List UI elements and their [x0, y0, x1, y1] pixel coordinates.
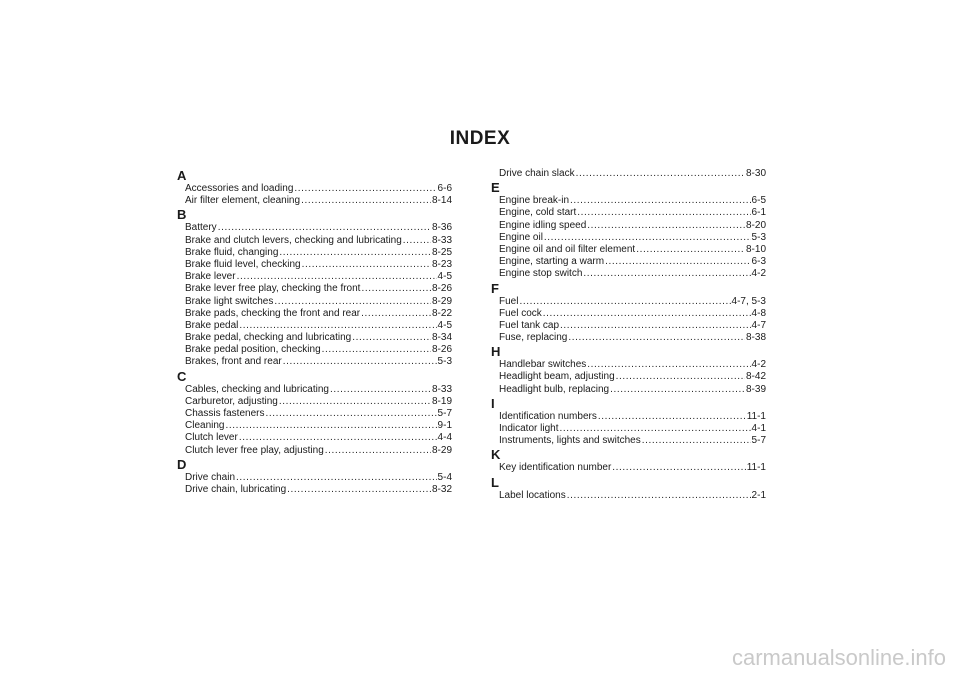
entry-text: Carburetor, adjusting [185, 395, 278, 407]
dot-leader [239, 432, 437, 444]
entry-text: Engine, cold start [499, 207, 577, 219]
entry-page: 5-3 [437, 356, 452, 368]
index-entry [491, 232, 766, 244]
section-letter: D [177, 456, 187, 472]
entry-text: Brake pedal [185, 319, 239, 331]
entry-page: 8-42 [745, 371, 766, 383]
section-letter: A [177, 168, 187, 183]
dot-leader [265, 408, 436, 420]
dot-leader [576, 168, 745, 180]
index-entry [491, 490, 766, 502]
entry-text: Battery [185, 222, 217, 234]
index-section [491, 447, 766, 474]
entry-page: 5-7 [437, 408, 452, 419]
entry-page: 8-19 [431, 395, 452, 407]
dot-leader [560, 320, 751, 332]
dot-leader [587, 359, 750, 371]
index-entry [177, 296, 452, 308]
entry-page: 8-29 [431, 444, 452, 456]
dot-leader [274, 296, 431, 308]
dot-leader [294, 183, 436, 195]
index-entry [491, 195, 766, 207]
entry-text: Brake pedal position, checking [185, 344, 321, 356]
entry-page: 8-23 [431, 258, 452, 270]
entry-text: Label locations [499, 489, 566, 501]
entry-text: Engine break-in [499, 195, 570, 207]
entry-text: Brake light switches [185, 295, 274, 307]
entry-text: Identification numbers [499, 410, 597, 422]
dot-leader [283, 356, 437, 368]
index-entry [491, 423, 766, 435]
index-section [491, 344, 766, 396]
section-letter: C [177, 368, 187, 384]
entry-page: 4-7, 5-3 [731, 295, 766, 307]
entry-page: 8-10 [745, 243, 766, 255]
dot-leader [636, 244, 745, 256]
index-entry [491, 220, 766, 232]
index-section [491, 281, 766, 345]
index-entry [491, 371, 766, 383]
entry-page: 8-36 [431, 222, 452, 234]
entry-text: Drive chain slack [499, 168, 575, 179]
dot-leader [287, 484, 431, 496]
index-column-left [177, 168, 452, 496]
entry-text: Brake and clutch levers, checking and lubricating [185, 234, 402, 246]
entry-page: 4-7 [751, 319, 766, 331]
dot-leader [361, 308, 431, 320]
dot-leader [237, 271, 437, 283]
section-letter: K [491, 447, 501, 463]
dot-leader [577, 207, 750, 219]
dot-leader [322, 344, 431, 356]
dot-leader [352, 332, 431, 344]
entry-text: Engine oil [499, 231, 543, 243]
entry-text: Brake pedal, checking and lubricating [185, 332, 352, 344]
index-entry [491, 308, 766, 320]
entry-text: Brake pads, checking the front and rear [185, 307, 361, 319]
dot-leader [519, 296, 730, 308]
index-entry [177, 472, 452, 484]
dot-leader [616, 371, 745, 383]
entry-page: 4-2 [751, 359, 766, 371]
entry-page: 6-1 [751, 207, 766, 219]
index-entry [177, 308, 452, 320]
dot-leader [325, 445, 431, 457]
entry-page: 8-38 [745, 332, 766, 344]
index-entry [491, 384, 766, 396]
index-entry [177, 356, 452, 368]
dot-leader [610, 384, 745, 396]
index-entry [491, 207, 766, 219]
dot-leader [403, 235, 431, 247]
entry-page: 4-8 [751, 307, 766, 319]
entry-text: Engine idling speed [499, 219, 587, 231]
dot-leader [279, 396, 431, 408]
dot-leader [612, 462, 745, 474]
entry-page: 11-1 [746, 410, 766, 422]
entry-page: 8-26 [431, 283, 452, 295]
index-entry [177, 445, 452, 457]
entry-page: 4-2 [751, 268, 766, 280]
index-entry [177, 432, 452, 444]
entry-text: Engine stop switch [499, 268, 583, 280]
dot-leader [567, 490, 751, 502]
entry-text: Indicator light [499, 423, 559, 434]
entry-text: Cables, checking and lubricating [185, 383, 329, 395]
section-letter: B [177, 207, 187, 223]
entry-text: Brakes, front and rear [185, 356, 282, 368]
section-letter: H [491, 344, 501, 360]
entry-page: 5-3 [751, 231, 766, 243]
index-entry [491, 320, 766, 332]
index-entry [177, 247, 452, 259]
index-entry [177, 283, 452, 295]
entry-page: 8-20 [745, 219, 766, 231]
dot-leader [361, 283, 431, 295]
index-entry [177, 484, 452, 496]
section-letter: E [491, 180, 500, 196]
entry-page: 5-7 [751, 435, 766, 447]
entry-text: Engine oil and oil filter element [499, 243, 636, 255]
entry-page: 4-5 [437, 271, 452, 283]
entry-page: 8-34 [431, 332, 452, 344]
dot-leader [544, 232, 751, 244]
entry-text: Fuse, replacing [499, 332, 568, 344]
watermark: carmanualsonline.info [731, 645, 946, 670]
index-entry [177, 222, 452, 234]
entry-page: 5-4 [437, 471, 452, 483]
entry-page: 11-1 [746, 462, 766, 474]
index-column-right [491, 168, 766, 502]
entry-text: Fuel tank cap [499, 319, 560, 331]
index-entry [491, 411, 766, 423]
entry-text: Cleaning [185, 420, 225, 432]
entry-page: 6-3 [751, 256, 766, 268]
entry-text: Drive chain [185, 471, 236, 483]
entry-text: Key identification number [499, 462, 612, 474]
entry-text: Instruments, lights and switches [499, 435, 641, 447]
dot-leader [583, 268, 750, 280]
index-entry [177, 195, 452, 207]
index-entry [491, 168, 766, 180]
dot-leader [598, 411, 746, 423]
dot-leader [239, 320, 436, 332]
index-entry [177, 235, 452, 247]
entry-text: Handlebar switches [499, 359, 587, 371]
entry-page: 8-29 [431, 295, 452, 307]
index-section [177, 369, 452, 457]
entry-page: 2-1 [751, 489, 766, 501]
dot-leader [301, 195, 431, 207]
index-section [491, 475, 766, 502]
dot-leader [543, 308, 751, 320]
index-entry [177, 408, 452, 420]
entry-text: Brake lever free play, checking the front [185, 283, 361, 295]
entry-page: 8-30 [745, 168, 766, 179]
index-entry [491, 244, 766, 256]
index-entry [177, 332, 452, 344]
entry-page: 6-5 [751, 195, 766, 207]
dot-leader [279, 247, 431, 259]
index-entry [177, 271, 452, 283]
entry-page: 8-32 [431, 483, 452, 495]
entry-text: Clutch lever free play, adjusting [185, 444, 324, 456]
index-section [177, 168, 452, 207]
index-entry [177, 420, 452, 432]
section-letter: I [491, 395, 495, 411]
index-section [491, 396, 766, 448]
entry-text: Brake fluid level, checking [185, 258, 301, 270]
index-section [491, 168, 766, 180]
dot-leader [568, 332, 745, 344]
entry-page: 8-33 [431, 234, 452, 246]
index-entry [491, 296, 766, 308]
entry-text: Engine, starting a warm [499, 256, 605, 268]
entry-page: 8-26 [431, 344, 452, 356]
entry-page: 6-6 [437, 183, 452, 194]
index-section [177, 207, 452, 368]
entry-text: Fuel cock [499, 307, 542, 319]
entry-page: 4-5 [437, 319, 452, 331]
index-entry [491, 435, 766, 447]
index-entry [177, 344, 452, 356]
entry-page: 4-4 [437, 432, 452, 444]
entry-page: 8-33 [431, 383, 452, 395]
index-entry [491, 268, 766, 280]
entry-text: Chassis fasteners [185, 408, 265, 419]
section-letter: L [491, 474, 499, 490]
index-entry [177, 320, 452, 332]
page-title: INDEX [449, 128, 511, 149]
entry-page: 8-22 [431, 307, 452, 319]
index-entry [177, 384, 452, 396]
dot-leader [587, 220, 745, 232]
entry-text: Headlight bulb, replacing [499, 383, 610, 395]
dot-leader [330, 384, 431, 396]
index-entry [491, 332, 766, 344]
dot-leader [605, 256, 750, 268]
dot-leader [236, 472, 437, 484]
entry-text: Fuel [499, 295, 519, 307]
entry-text: Clutch lever [185, 432, 238, 444]
entry-page: 9-1 [437, 420, 452, 432]
entry-page: 8-39 [745, 383, 766, 395]
dot-leader [642, 435, 751, 447]
dot-leader [218, 222, 431, 234]
index-entry [491, 462, 766, 474]
dot-leader [570, 195, 751, 207]
dot-leader [559, 423, 750, 435]
entry-text: Headlight beam, adjusting [499, 371, 615, 383]
index-entry [177, 259, 452, 271]
index-section [177, 457, 452, 496]
entry-page: 4-1 [751, 423, 766, 434]
entry-page: 8-14 [431, 195, 452, 207]
entry-text: Accessories and loading [185, 183, 294, 194]
entry-page: 8-25 [431, 246, 452, 258]
index-entry [177, 183, 452, 195]
index-section [491, 180, 766, 280]
index-entry [491, 359, 766, 371]
entry-text: Drive chain, lubricating [185, 483, 287, 495]
index-entry [177, 396, 452, 408]
entry-text: Air filter element, cleaning [185, 195, 301, 207]
index-entry [491, 256, 766, 268]
entry-text: Brake fluid, changing [185, 246, 279, 258]
dot-leader [302, 259, 431, 271]
entry-text: Brake lever [185, 271, 236, 283]
section-letter: F [491, 280, 499, 296]
dot-leader [225, 420, 436, 432]
